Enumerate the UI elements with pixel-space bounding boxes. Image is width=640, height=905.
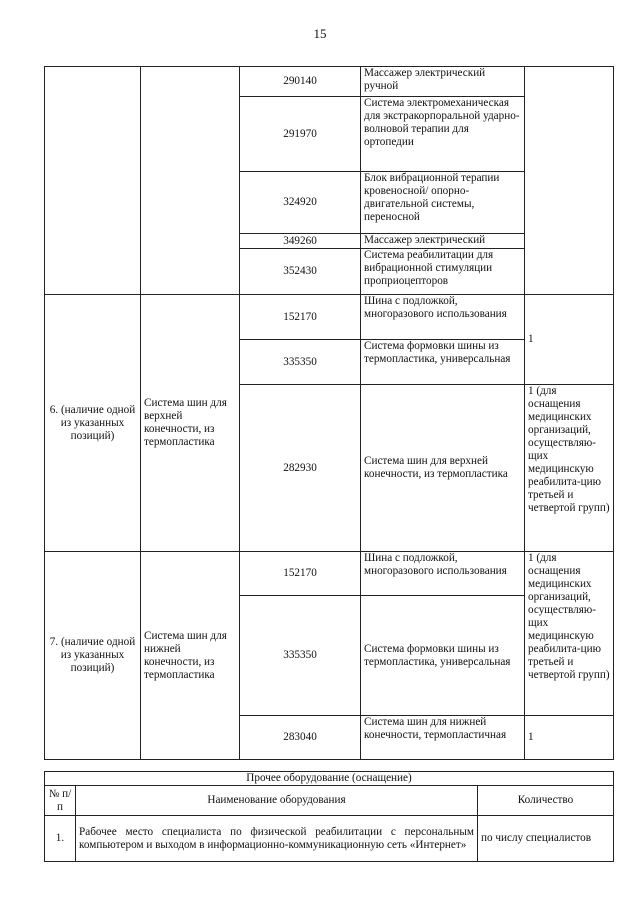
name-cell: Массажер электрический xyxy=(361,234,525,249)
column-header-name: Наименование оборудования xyxy=(76,786,478,816)
table-row xyxy=(45,816,614,862)
name-cell: Массажер электрический ручной xyxy=(361,67,525,97)
quantity-cell xyxy=(525,67,614,295)
code-cell: 349260 xyxy=(240,234,361,249)
table-row xyxy=(45,552,614,596)
name-cell: Система формовки шины из термопластика, универсальная xyxy=(361,340,525,385)
position-cell xyxy=(45,67,141,295)
table-title-row xyxy=(45,772,614,786)
name-cell: Система шин для нижней конечности, термопластичная xyxy=(361,716,525,760)
code-cell: 335350 xyxy=(240,596,361,716)
quantity-cell: 1 (для оснащения медицинских организаций, осуществляю-щих медицинскую реабилита-цию третьей и четвертой групп) xyxy=(525,552,614,716)
table-row xyxy=(45,67,614,97)
group-cell: Система шин для нижней конечности, из термопластика xyxy=(141,552,240,760)
group-cell xyxy=(141,67,240,295)
code-cell: 324920 xyxy=(240,172,361,234)
name-cell: Блок вибрационной терапии кровеносной/ опорно-двигательной системы, переносной xyxy=(361,172,525,234)
code-cell: 283040 xyxy=(240,716,361,760)
code-cell: 290140 xyxy=(240,67,361,97)
page-number: 15 xyxy=(313,26,327,41)
name-cell: Шина с подложкой, многоразового использования xyxy=(361,295,525,340)
table-row xyxy=(45,295,614,340)
code-cell: 335350 xyxy=(240,340,361,385)
code-cell: 152170 xyxy=(240,295,361,340)
name-cell: Шина с подложкой, многоразового использования xyxy=(361,552,525,596)
row-quantity: по числу специалистов xyxy=(478,816,614,862)
table-header-row xyxy=(45,786,614,816)
column-header-num: № п/п xyxy=(45,786,76,816)
name-cell: Система реабилитации для вибрационной стимуляции проприоцепторов xyxy=(361,249,525,295)
column-header-qty: Количество xyxy=(478,786,614,816)
quantity-cell: 1 (для оснащения медицинских организаций, осуществляю-щих медицинскую реабилита-цию третьей и четвертой групп) xyxy=(525,385,614,552)
position-cell: 7. (наличие одной из указанных позиций) xyxy=(45,552,141,760)
row-name: Рабочее место специалиста по физической реабилитации с персональным компьютером и выходом в информационно-коммуникационную сеть «Интернет» xyxy=(76,816,478,862)
name-cell: Система формовки шины из термопластика, универсальная xyxy=(361,596,525,716)
name-cell: Система шин для верхней конечности, из термопластика xyxy=(361,385,525,552)
name-cell: Система электромеханическая для экстракорпоральной ударно-волновой терапии для ортопедии xyxy=(361,97,525,172)
position-cell: 6. (наличие одной из указанных позиций) xyxy=(45,295,141,552)
code-cell: 291970 xyxy=(240,97,361,172)
quantity-cell: 1 xyxy=(525,295,614,385)
row-number: 1. xyxy=(45,816,76,862)
table-title: Прочее оборудование (оснащение) xyxy=(45,772,614,786)
group-cell: Система шин для верхней конечности, из термопластика xyxy=(141,295,240,552)
quantity-cell: 1 xyxy=(525,716,614,760)
equipment-table xyxy=(44,66,614,760)
other-equipment-table xyxy=(44,771,614,862)
code-cell: 152170 xyxy=(240,552,361,596)
code-cell: 352430 xyxy=(240,249,361,295)
code-cell: 282930 xyxy=(240,385,361,552)
